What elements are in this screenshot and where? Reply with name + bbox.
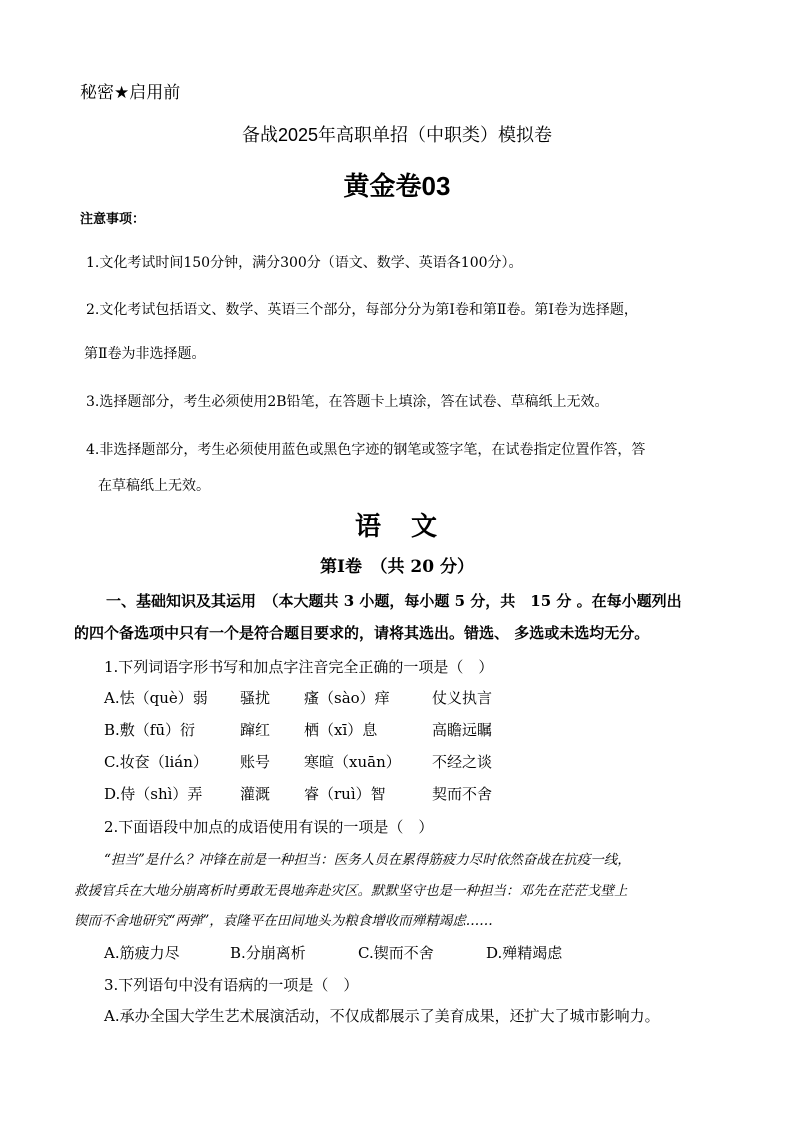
q1-option-b-word1: B.敷（fū）衍	[104, 721, 196, 739]
part-heading: 第Ⅰ卷 （共 20 分）	[320, 557, 474, 577]
q1-option-c-word1: C.妆奁（lián）	[104, 753, 208, 771]
q1-option-c-word3: 寒暄（xuān）	[304, 753, 401, 771]
q2-option-c: C.锲而不舍	[358, 944, 434, 962]
q1-option-c-word4: 不经之谈	[432, 753, 493, 771]
note-1: 1.文化考试时间150分钟，满分300分（语文、数学、英语各100分）。	[86, 255, 523, 271]
note-2-continued: 第Ⅱ卷为非选择题。	[84, 346, 206, 362]
q2-passage-line-1: “担当”是什么？冲锋在前是一种担当：医务人员在累得筋疲力尽时依然奋战在抗疫一线，	[104, 852, 631, 868]
q1-option-b-word2: 蹿红	[240, 721, 271, 739]
note-2: 2.文化考试包括语文、数学、英语三个部分，每部分分为第Ⅰ卷和第Ⅱ卷。第Ⅰ卷为选择题，	[86, 302, 638, 318]
section-instruction-continued: 的四个备选项中只有一个是符合题目要求的，请将其选出。错选、 多选或未选均无分。	[74, 624, 650, 642]
q2-option-a: A.筋疲力尽	[104, 944, 180, 962]
exam-subtitle: 备战2025年高职单招（中职类）模拟卷	[241, 125, 553, 145]
q1-option-a-word1: A.怯（què）弱	[104, 689, 208, 707]
note-4: 4.非选择题部分，考生必须使用蓝色或黑色字迹的钢笔或签字笔，在试卷指定位置作答，答	[86, 442, 646, 458]
exam-title: 黄金卷03	[343, 171, 451, 201]
note-3: 3.选择题部分，考生必须使用2B铅笔，在答题卡上填涂，答在试卷、草稿纸上无效。	[86, 394, 609, 410]
q1-option-a-word2: 骚扰	[240, 689, 271, 707]
q2-option-b: B.分崩离析	[230, 944, 306, 962]
question-1-stem: 1.下列词语字形书写和加点字注音完全正确的一项是（ ）	[104, 658, 494, 676]
section-instruction: 一、基础知识及其运用 （本大题共 3 小题，每小题 5 分，共 15 分 。在每小题列出	[106, 592, 682, 610]
question-3-stem: 3.下列语句中没有语病的一项是（ ）	[104, 976, 359, 994]
q1-option-d-word2: 灌溉	[240, 785, 271, 803]
q1-option-d-word1: D.侍（shì）弄	[104, 785, 203, 803]
question-2-stem: 2.下面语段中加点的成语使用有误的一项是（ ）	[104, 818, 434, 836]
confidential-label: 秘密★启用前	[80, 83, 181, 102]
q2-passage-line-3: 锲而不舍地研究“两弹”，袁隆平在田间地头为粮食增收而殚精竭虑……	[74, 913, 493, 929]
notice-heading: 注意事项：	[80, 212, 146, 227]
q1-option-b-word4: 高瞻远瞩	[432, 721, 493, 739]
q1-option-c-word2: 账号	[240, 753, 271, 771]
q1-option-d-word4: 契而不舍	[432, 785, 493, 803]
q1-option-d-word3: 睿（ruì）智	[304, 785, 386, 803]
note-4-continued: 在草稿纸上无效。	[98, 478, 210, 494]
subject-heading: 语 文	[354, 512, 439, 542]
q1-option-b-word3: 栖（xī）息	[304, 721, 378, 739]
q3-option-a: A.承办全国大学生艺术展演活动，不仅成都展示了美育成果，还扩大了城市影响力。	[104, 1007, 660, 1025]
q1-option-a-word3: 瘙（sào）痒	[304, 689, 390, 707]
q2-passage-line-2: 救援官兵在大地分崩离析时勇敢无畏地奔赴灾区。默默坚守也是一种担当：邓先在茫茫戈壁上	[74, 883, 628, 899]
q2-option-d: D.殚精竭虑	[486, 944, 563, 962]
q1-option-a-word4: 仗义执言	[432, 689, 493, 707]
